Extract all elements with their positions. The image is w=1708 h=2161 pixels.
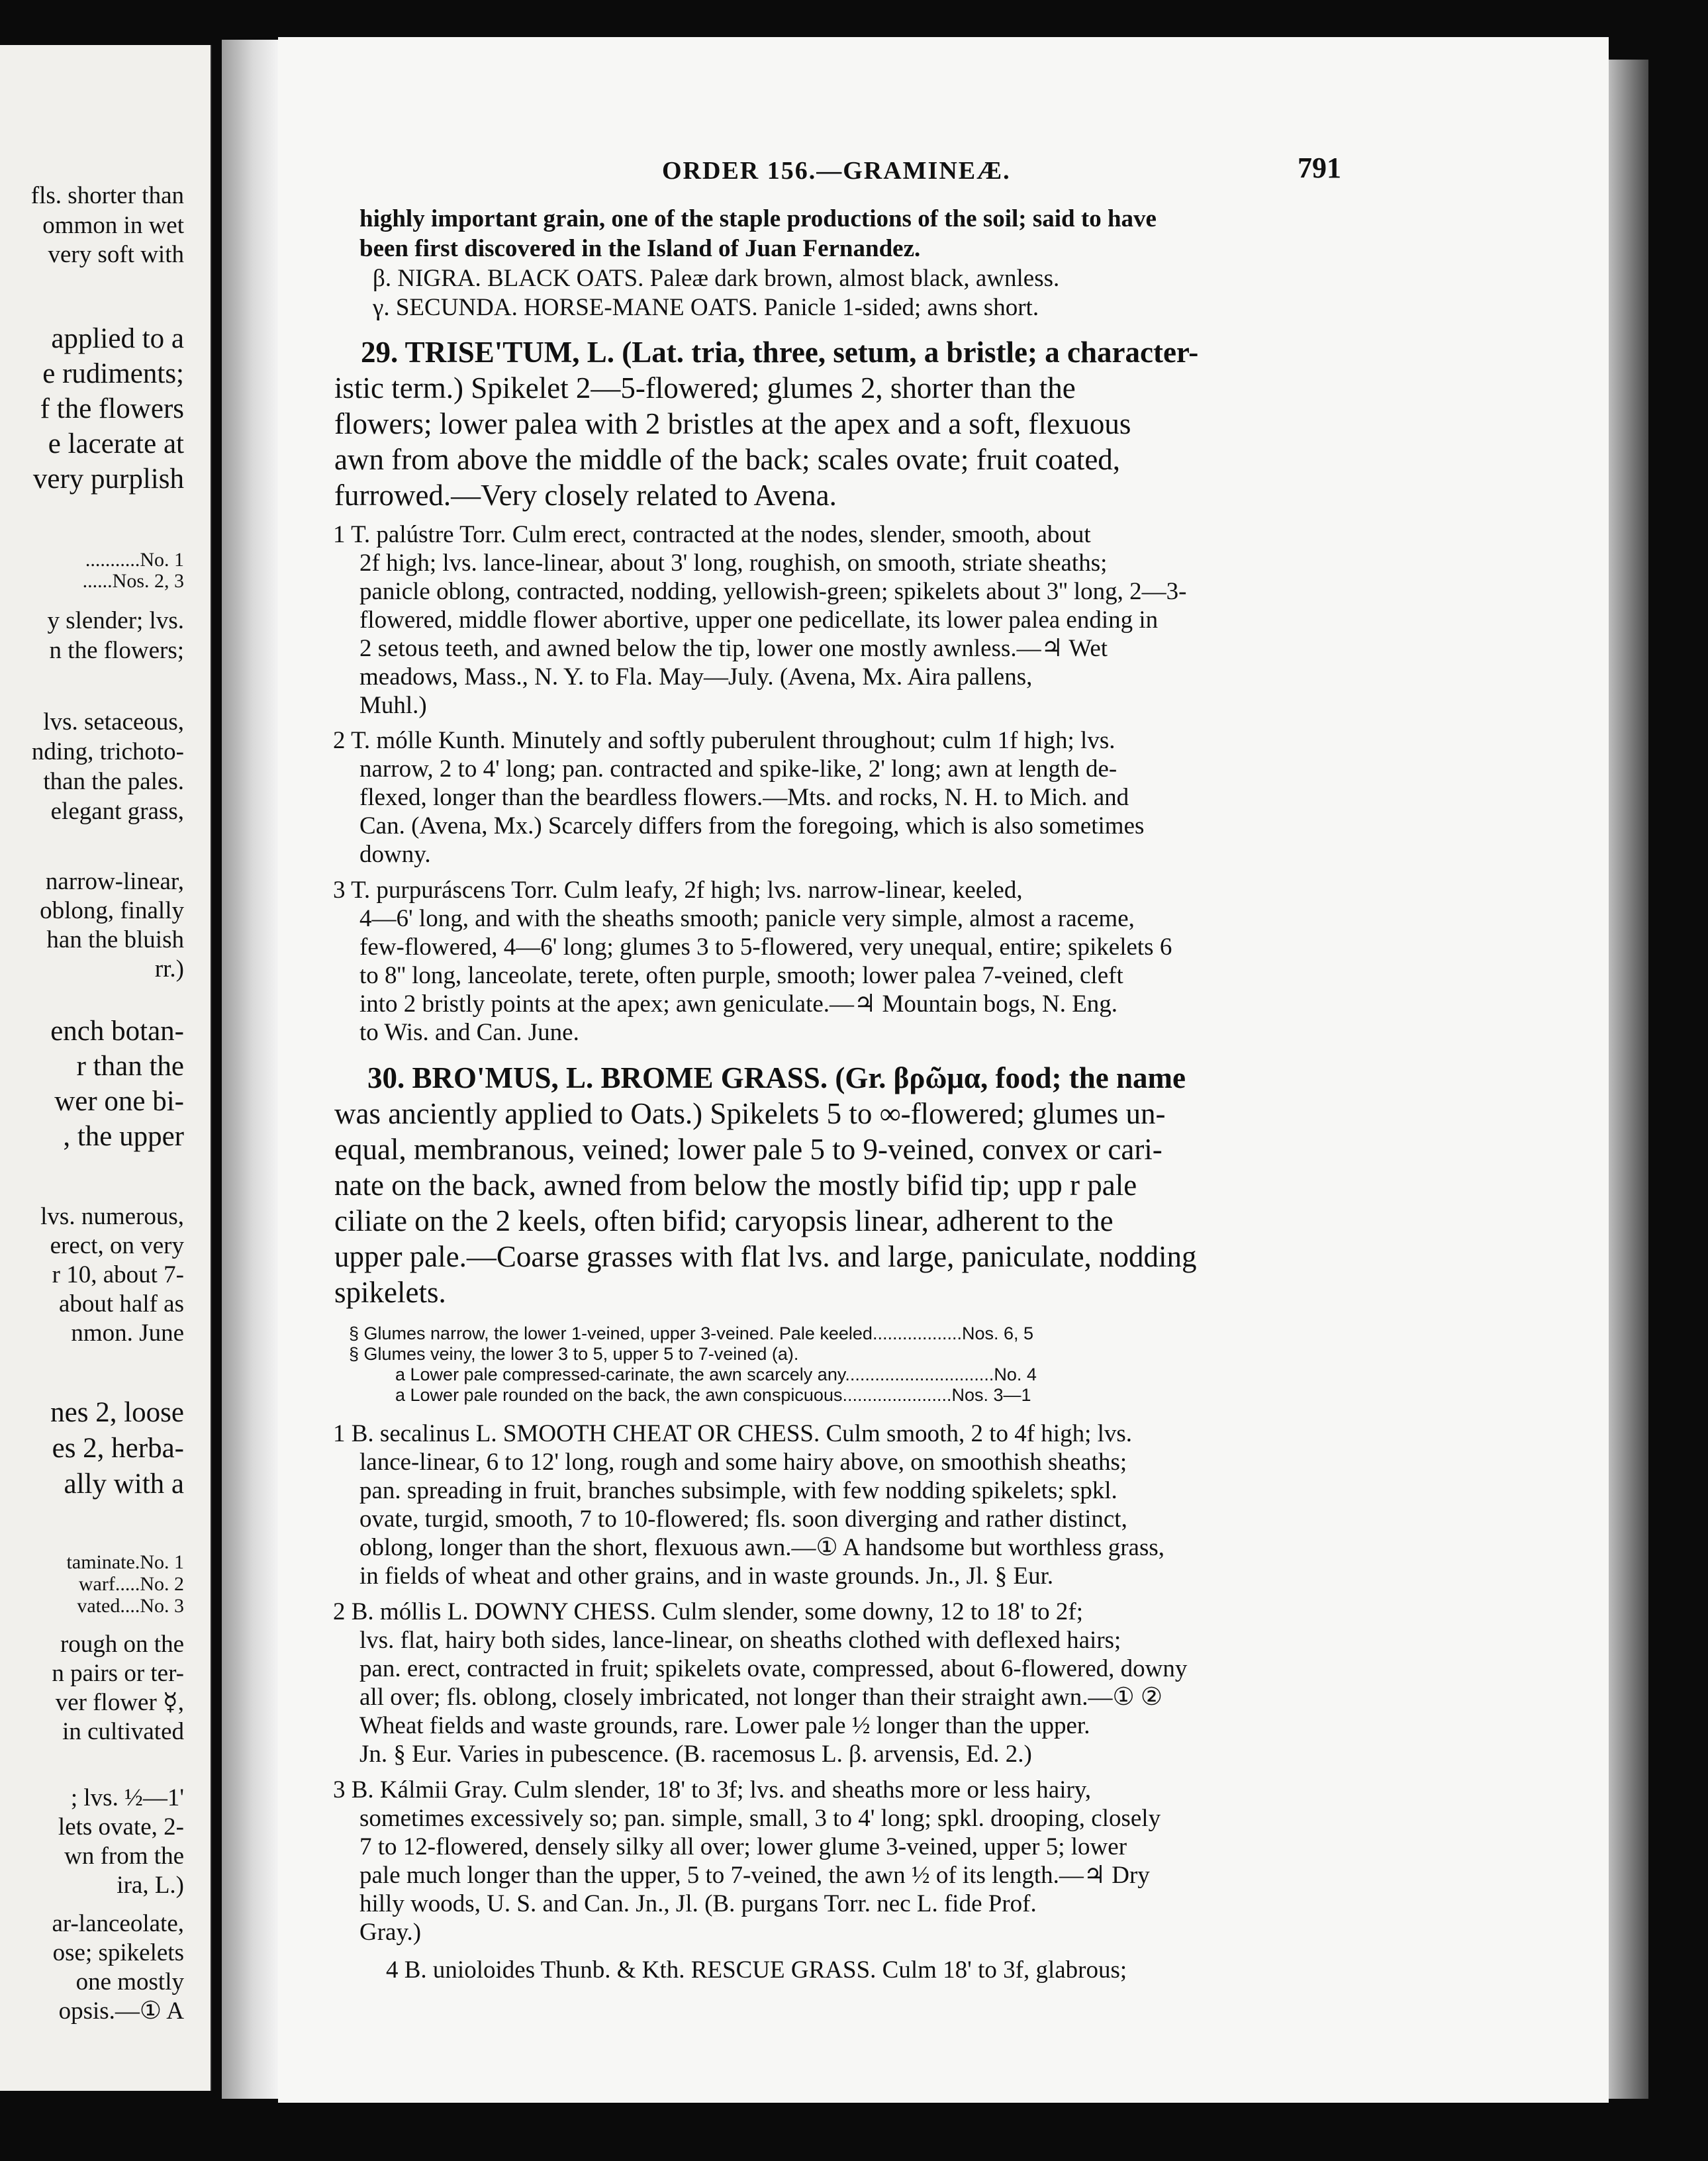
key-line: § Glumes narrow, the lower 1-veined, upper 3-veined. Pale keeled..................Nos. 6, 5: [349, 1323, 1034, 1343]
page-gutter-shadow: [1609, 60, 1648, 2099]
genus-text-line: awn from above the middle of the back; scales ovate; fruit coated,: [334, 443, 1121, 476]
species-line: ovate, turgid, smooth, 7 to 10-flowered; fls. soon diverging and rather distinct,: [359, 1506, 1127, 1533]
left-text-line: y slender; lvs.: [47, 607, 184, 634]
species-line: 2 setous teeth, and awned below the tip, lower one mostly awnless.—♃ Wet: [359, 635, 1108, 662]
species-line: lvs. flat, hairy both sides, lance-linear, on sheaths clothed with deflexed hairs;: [359, 1627, 1121, 1654]
left-text-line: ench botan-: [50, 1016, 184, 1047]
left-text-line: applied to a: [51, 323, 184, 354]
key-line: a Lower pale rounded on the back, the awn conspicuous......................Nos. 3—1: [395, 1385, 1031, 1405]
page-edge: [222, 40, 278, 2099]
species-line: 1 T. palústre Torr. Culm erect, contracted at the nodes, slender, smooth, about: [333, 521, 1091, 548]
left-text-line: ......Nos. 2, 3: [82, 570, 184, 592]
species-line: oblong, longer than the short, flexuous awn.—① A handsome but worthless grass,: [359, 1534, 1164, 1561]
species-line: in fields of wheat and other grains, and in waste grounds. Jn., Jl. § Eur.: [359, 1562, 1054, 1590]
species-line: 2 B. móllis L. DOWNY CHESS. Culm slender, some downy, 12 to 18' to 2f;: [333, 1598, 1083, 1625]
left-text-line: ally with a: [64, 1468, 184, 1500]
species-line: 1 B. secalinus L. SMOOTH CHEAT OR CHESS. Culm smooth, 2 to 4f high; lvs.: [333, 1420, 1133, 1447]
left-text-line: f the flowers: [40, 393, 184, 424]
species-line: 2 T. mólle Kunth. Minutely and softly puberulent throughout; culm 1f high; lvs.: [333, 727, 1115, 754]
left-text-line: ver flower ☿,: [55, 1689, 184, 1716]
species-line: 3 B. Kálmii Gray. Culm slender, 18' to 3f; lvs. and sheaths more or less hairy,: [333, 1776, 1092, 1803]
genus-heading-line: 30. BRO'MUS, L. BROME GRASS. (Gr. βρῶμα, food; the name: [367, 1061, 1186, 1094]
left-text-line: ; lvs. ½—1': [70, 1784, 184, 1811]
left-text-line: nes 2, loose: [50, 1397, 184, 1428]
left-text-line: very purplish: [32, 463, 184, 495]
left-text-line: very soft with: [48, 241, 184, 268]
species-line: pan. spreading in fruit, branches subsimple, with few nodding spikelets; spkl.: [359, 1477, 1117, 1504]
left-text-line: n the flowers;: [49, 637, 184, 664]
genus-text-line: was anciently applied to Oats.) Spikelets 5 to ∞-flowered; glumes un-: [334, 1097, 1166, 1130]
genus-text-line: equal, membranous, veined; lower pale 5 to 9-veined, convex or cari-: [334, 1133, 1162, 1166]
left-text-line: es 2, herba-: [52, 1433, 184, 1464]
left-text-line: , the upper: [63, 1121, 184, 1152]
genus-text-line: ciliate on the 2 keels, often bifid; caryopsis linear, adherent to the: [334, 1204, 1114, 1237]
genus-text-line: furrowed.—Very closely related to Avena.: [334, 479, 837, 512]
left-text-line: one mostly: [75, 1968, 184, 1995]
left-text-line: opsis.—① A: [58, 1997, 184, 2025]
variety-line: β. NIGRA. BLACK OATS. Paleæ dark brown, almost black, awnless.: [373, 265, 1060, 292]
key-line: § Glumes veiny, the lower 3 to 5, upper 5 to 7-veined (a).: [349, 1344, 799, 1364]
species-line: panicle oblong, contracted, nodding, yellowish-green; spikelets about 3'' long, 2—3-: [359, 578, 1187, 605]
left-text-line: e lacerate at: [48, 428, 184, 459]
left-text-line: narrow-linear,: [45, 868, 184, 895]
species-line: pale much longer than the upper, 5 to 7-veined, the awn ½ of its length.—♃ Dry: [359, 1862, 1150, 1889]
species-line: lance-linear, 6 to 12' long, rough and some hairy above, on smoothish sheaths;: [359, 1449, 1127, 1476]
species-line: to Wis. and Can. June.: [359, 1019, 579, 1046]
species-line: Gray.): [359, 1919, 422, 1946]
species-line: 2f high; lvs. lance-linear, about 3' long, roughish, on smooth, striate sheaths;: [359, 550, 1108, 577]
left-text-line: han the bluish: [46, 926, 184, 953]
left-text-line: nding, trichoto-: [31, 738, 184, 765]
left-text-line: warf.....No. 2: [78, 1573, 184, 1595]
species-line: Jn. § Eur. Varies in pubescence. (B. racemosus L. β. arvensis, Ed. 2.): [359, 1741, 1032, 1768]
left-text-line: rough on the: [60, 1631, 184, 1658]
text-line: highly important grain, one of the staple productions of the soil; said to have: [359, 205, 1157, 232]
left-text-line: wn from the: [64, 1843, 184, 1870]
species-line: flexed, longer than the beardless flowers.—Mts. and rocks, N. H. to Mich. and: [359, 784, 1129, 811]
left-text-line: wer one bi-: [54, 1086, 184, 1117]
left-text-line: ar-lanceolate,: [52, 1910, 184, 1937]
species-line: Muhl.): [359, 692, 427, 719]
left-text-line: n pairs or ter-: [52, 1660, 184, 1687]
left-text-line: about half as: [58, 1290, 184, 1318]
left-text-line: r than the: [76, 1051, 184, 1082]
left-text-line: rr.): [154, 955, 184, 983]
left-page: [0, 45, 212, 2091]
left-text-line: ira, L.): [117, 1872, 184, 1899]
running-header: ORDER 156.—GRAMINEÆ.: [662, 157, 1011, 185]
species-line: sometimes excessively so; pan. simple, small, 3 to 4' long; spkl. drooping, closely: [359, 1805, 1161, 1832]
genus-text-line: upper pale.—Coarse grasses with flat lvs. and large, paniculate, nodding: [334, 1240, 1197, 1273]
genus-heading-line: 29. TRISE'TUM, L. (Lat. tria, three, setum, a bristle; a character-: [361, 336, 1199, 369]
genus-text-line: spikelets.: [334, 1276, 446, 1309]
species-line: meadows, Mass., N. Y. to Fla. May—July. (Avena, Mx. Aira pallens,: [359, 663, 1033, 691]
species-line: 7 to 12-flowered, densely silky all over; lower glume 3-veined, upper 5; lower: [359, 1833, 1127, 1860]
left-text-line: ...........No. 1: [85, 549, 184, 571]
left-text-line: taminate.No. 1: [66, 1551, 184, 1573]
genus-text-line: flowers; lower palea with 2 bristles at the apex and a soft, flexuous: [334, 407, 1131, 440]
left-text-line: nmon. June: [71, 1320, 184, 1347]
species-line: all over; fls. oblong, closely imbricated, not longer than their straight awn.—① ②: [359, 1684, 1163, 1711]
species-line: narrow, 2 to 4' long; pan. contracted and spike-like, 2' long; awn at length de-: [359, 755, 1117, 783]
species-line: Can. (Avena, Mx.) Scarcely differs from the foregoing, which is also sometimes: [359, 812, 1145, 840]
left-text-line: vated....No. 3: [77, 1595, 184, 1617]
species-line: hilly woods, U. S. and Can. Jn., Jl. (B. purgans Torr. nec L. fide Prof.: [359, 1890, 1037, 1917]
left-text-line: r 10, about 7-: [52, 1261, 184, 1288]
genus-text-line: istic term.) Spikelet 2—5-flowered; glumes 2, shorter than the: [334, 371, 1076, 405]
left-text-line: lvs. numerous,: [40, 1203, 184, 1230]
species-line: 4 B. unioloides Thunb. & Kth. RESCUE GRASS. Culm 18' to 3f, glabrous;: [386, 1956, 1127, 1984]
species-line: 4—6' long, and with the sheaths smooth; panicle very simple, almost a raceme,: [359, 905, 1135, 932]
page-number: 791: [1298, 152, 1341, 184]
species-line: to 8'' long, lanceolate, terete, often purple, smooth; lower palea 7-veined, cleft: [359, 962, 1123, 989]
species-line: pan. erect, contracted in fruit; spikelets ovate, compressed, about 6-flowered, downy: [359, 1655, 1188, 1682]
species-line: into 2 bristly points at the apex; awn geniculate.—♃ Mountain bogs, N. Eng.: [359, 990, 1118, 1018]
left-text-line: ose; spikelets: [52, 1939, 184, 1966]
left-text-line: erect, on very: [50, 1232, 184, 1259]
left-text-line: ommon in wet: [42, 212, 184, 239]
species-line: flowered, middle flower abortive, upper one pedicellate, its lower palea ending in: [359, 606, 1159, 634]
left-text-line: lets ovate, 2-: [58, 1813, 184, 1841]
left-text-line: lvs. setaceous,: [43, 708, 184, 736]
left-text-line: elegant grass,: [50, 798, 184, 825]
left-text-line: oblong, finally: [40, 897, 184, 924]
species-line: few-flowered, 4—6' long; glumes 3 to 5-flowered, very unequal, entire; spikelets 6: [359, 934, 1172, 961]
left-text-line: e rudiments;: [42, 358, 184, 389]
left-text-line: fls. shorter than: [30, 182, 184, 209]
text-line: been first discovered in the Island of Juan Fernandez.: [359, 235, 921, 262]
left-text-line: than the pales.: [43, 768, 184, 795]
key-line: a Lower pale compressed-carinate, the awn scarcely any..............................No. 4: [395, 1365, 1037, 1384]
variety-line: γ. SECUNDA. HORSE-MANE OATS. Panicle 1-sided; awns short.: [373, 294, 1039, 321]
left-text-line: in cultivated: [62, 1718, 184, 1745]
species-line: downy.: [359, 841, 431, 868]
genus-text-line: nate on the back, awned from below the mostly bifid tip; upp r pale: [334, 1169, 1137, 1202]
species-line: Wheat fields and waste grounds, rare. Lower pale ½ longer than the upper.: [359, 1712, 1090, 1739]
species-line: 3 T. purpuráscens Torr. Culm leafy, 2f high; lvs. narrow-linear, keeled,: [333, 877, 1023, 904]
